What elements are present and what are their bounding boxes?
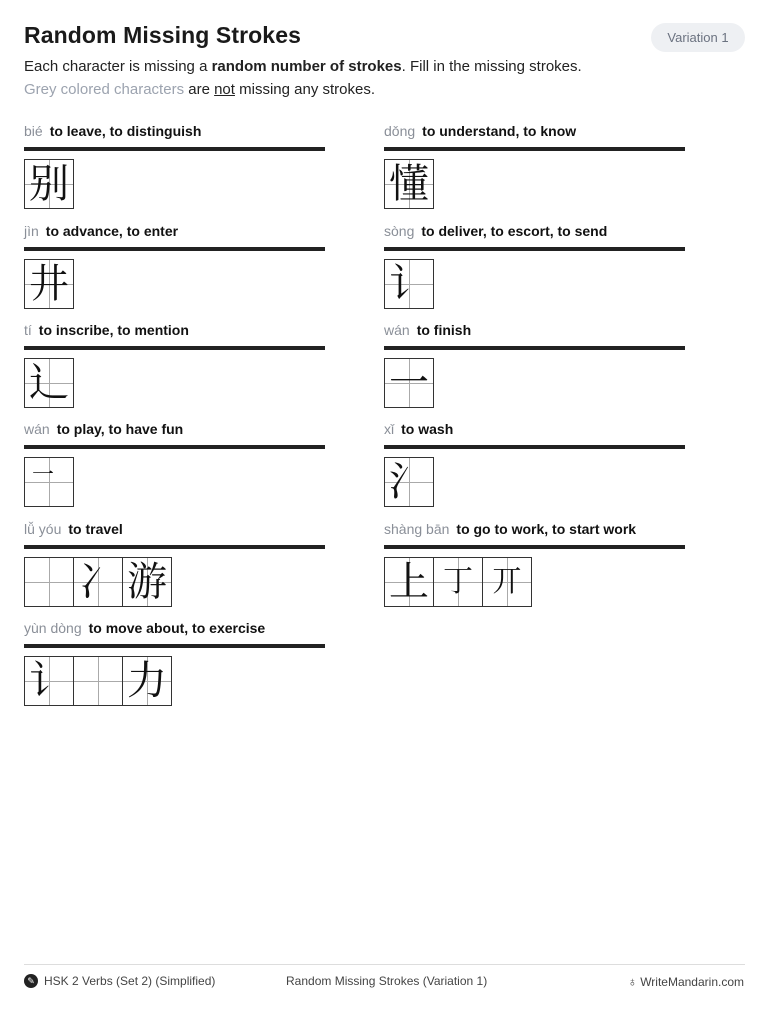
instructions-text: missing any strokes. (234, 81, 375, 98)
pinyin: jìn (24, 223, 39, 239)
vocab-entry (24, 123, 325, 213)
divider (24, 346, 325, 350)
vocab-entry (24, 521, 325, 611)
meaning: to finish (416, 322, 472, 338)
practice-boxes (24, 656, 171, 706)
vocab-entry (24, 322, 325, 412)
pinyin: shàng bān (384, 521, 450, 537)
entry-heading (24, 322, 189, 342)
character-glyph: 丌 (492, 564, 522, 599)
hsk-logo-icon: ✎ (24, 974, 38, 988)
instructions-text: are (184, 81, 215, 98)
page-title: Random Missing Strokes (24, 22, 301, 48)
practice-box[interactable] (122, 656, 172, 706)
practice-box[interactable] (24, 557, 74, 607)
practice-boxes (384, 457, 433, 507)
divider (24, 545, 325, 549)
practice-box[interactable] (24, 358, 74, 408)
practice-boxes (24, 159, 73, 209)
vocab-entry (24, 421, 325, 511)
meaning: to wash (401, 421, 454, 437)
entry-heading (24, 521, 123, 541)
meaning: to move about, to exercise (88, 620, 266, 636)
character-glyph: 游 (127, 559, 167, 605)
practice-box[interactable] (384, 358, 434, 408)
vocab-entry (24, 223, 325, 313)
meaning: to leave, to distinguish (49, 123, 202, 139)
practice-boxes (24, 259, 73, 309)
entry-heading (384, 223, 607, 243)
pinyin: lǚ yóu (24, 521, 62, 537)
entry-heading (384, 322, 471, 342)
instructions-text: Each character is missing a (24, 58, 212, 75)
footer-left (24, 974, 215, 988)
instructions-text: . Fill in the missing strokes. (401, 58, 582, 75)
footer-set-name: HSK 2 Verbs (Set 2) (Simplified) (44, 974, 216, 988)
instructions-line-2 (24, 81, 375, 98)
footer-site-link[interactable]: WriteMandarin.com (640, 974, 744, 989)
practice-box[interactable] (73, 557, 123, 607)
pinyin: sòng (384, 223, 415, 239)
pinyin: bié (24, 123, 43, 139)
meaning: to travel (68, 521, 123, 537)
practice-box[interactable] (24, 159, 74, 209)
vocab-entry (24, 620, 325, 710)
entry-heading (24, 123, 201, 143)
pinyin: tí (24, 322, 32, 338)
character-glyph: 井 (29, 261, 69, 307)
entry-heading (24, 421, 183, 441)
character-glyph: 氵 (389, 459, 429, 505)
footer-divider (24, 964, 745, 965)
practice-box[interactable] (73, 656, 123, 706)
practice-boxes (24, 457, 73, 507)
practice-boxes (384, 358, 433, 408)
character-glyph: 冫 (78, 559, 118, 605)
divider (384, 147, 685, 151)
footer-right[interactable] (627, 974, 744, 989)
divider (24, 445, 325, 449)
divider (384, 545, 685, 549)
meaning: to deliver, to escort, to send (421, 223, 608, 239)
practice-box[interactable] (24, 259, 74, 309)
divider (384, 247, 685, 251)
character-glyph: 讠 (29, 658, 69, 704)
pinyin: wán (384, 322, 410, 338)
divider (384, 445, 685, 449)
entry-heading (384, 521, 636, 541)
pinyin: dǒng (384, 123, 416, 139)
writemandarin-logo-icon: ♁ (627, 974, 638, 989)
meaning: to understand, to know (422, 123, 577, 139)
vocab-entry (384, 421, 685, 511)
entry-heading (24, 223, 178, 243)
pinyin: yùn dòng (24, 620, 82, 636)
meaning: to play, to have fun (56, 421, 184, 437)
entry-heading (24, 620, 265, 640)
grey-characters-note: Grey colored characters (24, 81, 185, 98)
practice-boxes (24, 358, 73, 408)
instructions-bold: random number of strokes (211, 58, 402, 75)
practice-box[interactable] (384, 159, 434, 209)
divider (24, 644, 325, 648)
practice-box[interactable] (122, 557, 172, 607)
practice-box[interactable] (482, 557, 532, 607)
practice-boxes (384, 159, 433, 209)
character-glyph (74, 657, 122, 705)
practice-box[interactable] (24, 457, 74, 507)
meaning: to go to work, to start work (456, 521, 637, 537)
character-glyph: 别 (29, 161, 69, 207)
entry-heading (384, 123, 576, 143)
instructions-line-1 (24, 58, 582, 75)
variation-badge: Variation 1 (651, 23, 745, 52)
practice-box[interactable] (384, 557, 434, 607)
vocab-entry (384, 521, 685, 611)
divider (24, 147, 325, 151)
character-glyph: 讠 (389, 261, 429, 307)
practice-boxes (384, 259, 433, 309)
practice-box[interactable] (24, 656, 74, 706)
underlined-not: not (214, 81, 235, 98)
pinyin: xǐ (384, 421, 395, 437)
vocab-entry (384, 123, 685, 213)
footer-worksheet-name: Random Missing Strokes (Variation 1) (286, 974, 488, 988)
character-glyph: 懂 (389, 161, 429, 207)
practice-boxes (24, 557, 171, 607)
character-glyph: 力 (127, 658, 167, 704)
entry-heading (384, 421, 453, 441)
practice-boxes (384, 557, 531, 607)
character-glyph: 上 (389, 559, 429, 605)
character-glyph (25, 558, 73, 606)
practice-box[interactable] (384, 259, 434, 309)
character-glyph: 辶 (29, 360, 69, 406)
practice-box[interactable] (433, 557, 483, 607)
character-glyph: 丁 (443, 564, 473, 599)
vocab-entry (384, 223, 685, 313)
character-glyph: 一 (389, 360, 429, 406)
meaning: to inscribe, to mention (38, 322, 189, 338)
meaning: to advance, to enter (45, 223, 179, 239)
divider (384, 346, 685, 350)
pinyin: wán (24, 421, 50, 437)
divider (24, 247, 325, 251)
vocab-entry (384, 322, 685, 412)
practice-box[interactable] (384, 457, 434, 507)
character-glyph: 一 (31, 463, 54, 488)
